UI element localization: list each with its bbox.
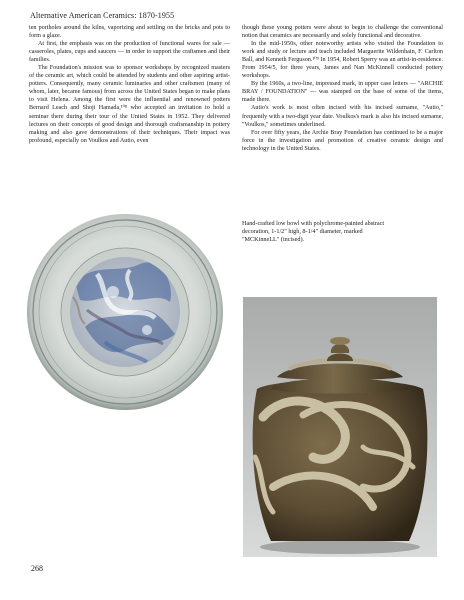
paragraph: For over fifty years, the Archie Bray Foundation has continued to be a major force in the investigation and promotion of creative ceramic design and technology in the United States.	[242, 129, 443, 152]
photo-caption: Hand-crafted low bowl with polychrome-painted abstract decoration, 1-1/2" high, 8-1/4" diameter, marked "MCKinneLL" (incised).	[242, 220, 385, 243]
paragraph: though these young potters were about to begin to challenge the conventional notion that ceramics are necessarily and solely functional and decorative.	[242, 25, 443, 40]
paragraph: By the 1960s, a two-line, impressed mark, in upper case letters — "ARCHIE BRAY / FOUNDATION" — was stamped on the base of some of the items, made there.	[242, 81, 443, 104]
paragraph: ten portholes around the kilns, vaporizing and settling on the bricks and pots to form a glaze.	[29, 25, 230, 40]
running-head: Alternative American Ceramics: 1870-1955	[30, 11, 175, 20]
text-column-left	[29, 24, 230, 145]
paragraph: In the mid-1950s, other noteworthy artists who visited the Foundation to work and study or lecture and teach included Marguerite Wildenhain, F. Carlton Ball, and Kenneth Ferguson.¹⁰⁹ In 1954, Robert Sperry was an artist-in-residence. From 1954/5, for three years, James and Nan McKinnell conducted pottery workshops.	[242, 41, 443, 80]
bowl-photo	[25, 212, 225, 412]
paragraph: The Foundation's mission was to sponsor workshops by recognized masters of the ceramic art, which could be attended by students and other aspiring artist-potters. Consequently, many ceramic luminaries and other craftsmen (many of whom, later, became famous) from across the United States began to make plans to visit Helena. Among the first were the influential and renowned potters Bernard Leach and Shoji Hamada,¹⁰⁸ who accepted an invitation to hold a seminar there during their tour of the United States in 1952. They delivered lectures on their concepts of good design and thorough craftsmanship in pottery making and also gave demonstrations of their techniques. Their impact was profound, especially on Voulkos and Autio, even	[29, 65, 230, 144]
paragraph: Autio's work is most often incised with his incised surname, "Autio," frequently with a two-digit year date. Voulkos's mark is also his incised surname, "Voulkos," sometimes underlined.	[242, 105, 443, 128]
text-column-right	[242, 24, 443, 153]
jar-photo	[243, 297, 437, 557]
paragraph: At first, the emphasis was on the production of functional wares for sale — casseroles, plates, cups and saucers — in order to support the craftsmen and their families.	[29, 41, 230, 64]
page-number: 268	[31, 564, 43, 573]
